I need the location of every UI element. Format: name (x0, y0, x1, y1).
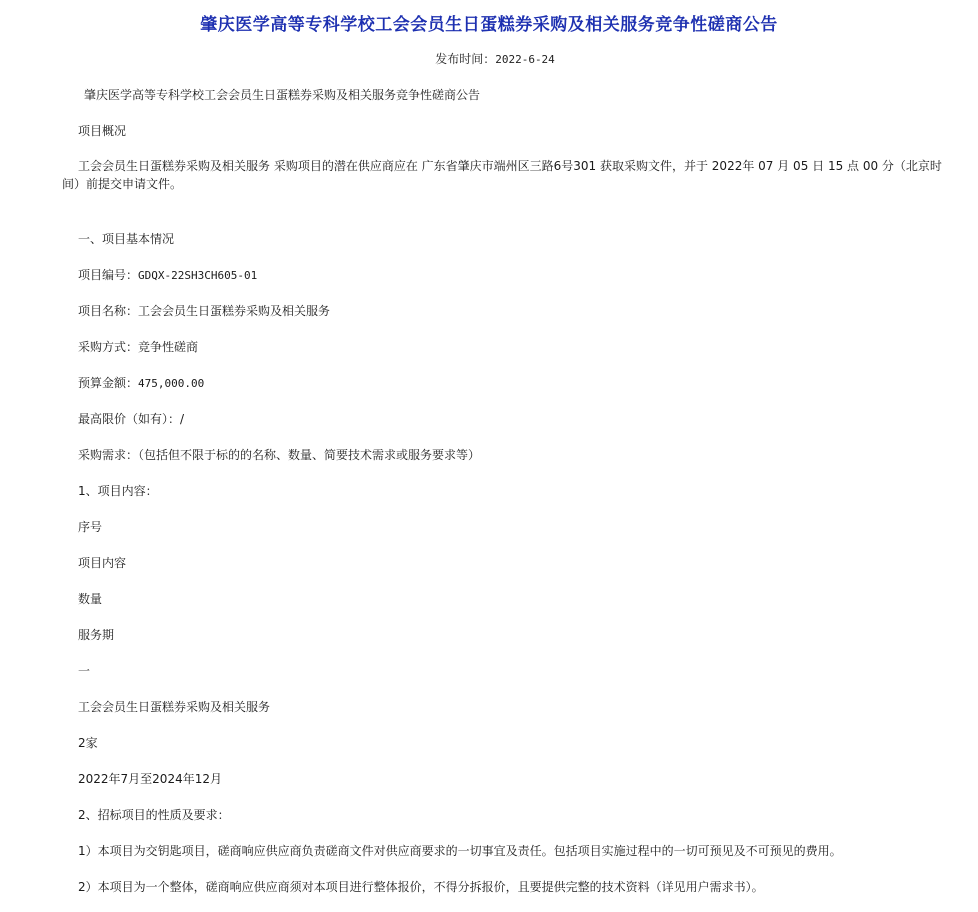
overview-heading: 项目概况 (78, 124, 127, 138)
publish-date-label: 发布时间： (435, 52, 496, 66)
table-cell-serial: 一 (78, 664, 91, 678)
procurement-requirements: 采购需求：（包括但不限于标的的名称、数量、简要技术需求或服务要求等） (78, 448, 481, 462)
publish-date-value: 2022-6-24 (495, 53, 555, 66)
intro-title: 肇庆医学高等专科学校工会会员生日蛋糕券采购及相关服务竞争性磋商公告 (84, 88, 481, 102)
project-number-value: GDQX-22SH3CH605-01 (138, 269, 258, 282)
section1-heading: 一、项目基本情况 (78, 232, 175, 246)
project-number (78, 266, 257, 285)
item2-heading: 2、招标项目的性质及要求： (78, 808, 230, 822)
table-header-quantity: 数量 (78, 592, 103, 606)
overview-line-1: 工会会员生日蛋糕券采购及相关服务 采购项目的潜在供应商应在 广东省肇庆市端州区三路6号301 获取采购文件，并于 2022年 07 月 05 日 15 点 00 分（北京时 (78, 159, 942, 173)
table-header-content: 项目内容 (78, 556, 127, 570)
procurement-method: 采购方式：竞争性磋商 (78, 340, 199, 354)
item1-heading: 1、项目内容： (78, 484, 158, 498)
publish-date (0, 50, 978, 67)
table-header-service-period: 服务期 (78, 628, 115, 642)
project-number-label: 项目编号： (78, 268, 139, 282)
table-cell-content: 工会会员生日蛋糕券采购及相关服务 (78, 700, 271, 714)
requirement-1: 1）本项目为交钥匙项目，磋商响应供应商负责磋商文件对供应商要求的一切事宜及责任。包括项目实施过程中的一切可预见及不可预见的费用。 (78, 844, 842, 858)
table-cell-quantity: 2家 (78, 736, 98, 750)
project-name: 项目名称：工会会员生日蛋糕券采购及相关服务 (78, 304, 331, 318)
table-header-serial: 序号 (78, 520, 103, 534)
page-title: 肇庆医学高等专科学校工会会员生日蛋糕券采购及相关服务竞争性磋商公告 (200, 15, 778, 35)
max-price: 最高限价（如有）：/ (78, 412, 185, 426)
budget-amount (78, 374, 204, 393)
budget-value: 475,000.00 (138, 377, 205, 390)
requirement-2: 2）本项目为一个整体，磋商响应供应商须对本项目进行整体报价，不得分拆报价，且要提供完整的技术资料（详见用户需求书）。 (78, 880, 764, 894)
budget-label: 预算金额： (78, 376, 139, 390)
table-cell-service-period: 2022年7月至2024年12月 (78, 772, 222, 786)
overview-line-2: 间）前提交申请文件。 (62, 177, 183, 191)
